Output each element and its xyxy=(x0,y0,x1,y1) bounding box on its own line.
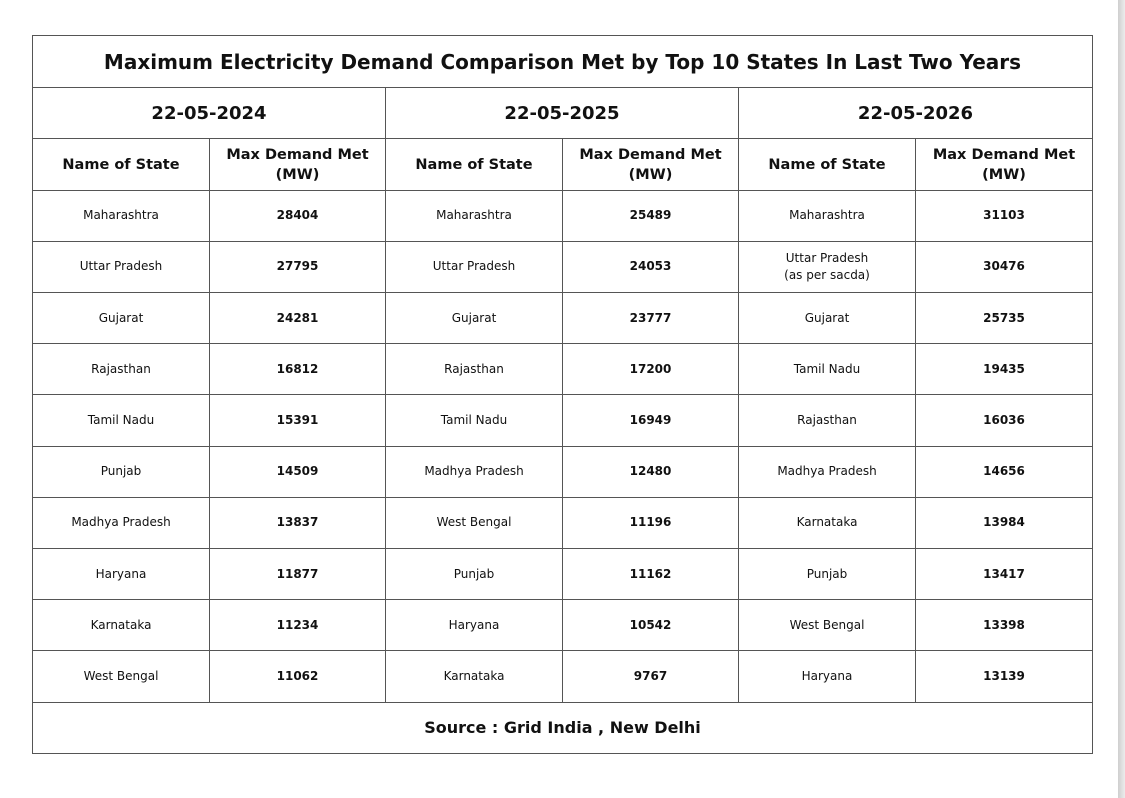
demand-value-cell: 24281 xyxy=(210,293,386,344)
period-date-1: 22-05-2024 xyxy=(33,88,386,139)
demand-value-cell: 13398 xyxy=(916,600,1093,651)
state-name-cell: West Bengal xyxy=(33,651,210,702)
state-name-cell: Rajasthan xyxy=(386,344,563,395)
demand-comparison-table xyxy=(32,35,1093,754)
demand-value-cell: 13837 xyxy=(210,497,386,548)
state-name-cell: Tamil Nadu xyxy=(386,395,563,446)
state-note: (as per sacda) xyxy=(784,267,870,282)
state-name-cell: Haryana xyxy=(33,549,210,600)
state-column-header: Name of State xyxy=(739,139,916,190)
demand-value-cell: 11877 xyxy=(210,549,386,600)
state-name-cell: Tamil Nadu xyxy=(739,344,916,395)
demand-value-cell: 13139 xyxy=(916,651,1093,702)
state-name-cell: Madhya Pradesh xyxy=(33,497,210,548)
demand-value-cell: 11196 xyxy=(563,497,739,548)
source-note: Source : Grid India , New Delhi xyxy=(33,702,1093,753)
demand-column-header: Max Demand Met (MW) xyxy=(563,139,739,190)
demand-value-cell: 31103 xyxy=(916,190,1093,241)
title-row xyxy=(33,36,1093,88)
demand-value-cell: 16036 xyxy=(916,395,1093,446)
state-name-cell: Maharashtra xyxy=(739,190,916,241)
state-name-cell: Maharashtra xyxy=(386,190,563,241)
table-row xyxy=(33,497,1093,548)
table-title: Maximum Electricity Demand Comparison Met by Top 10 States In Last Two Years xyxy=(33,36,1093,88)
table-row xyxy=(33,293,1093,344)
demand-value-cell: 25489 xyxy=(563,190,739,241)
table-row xyxy=(33,395,1093,446)
date-row xyxy=(33,88,1093,139)
column-header-row xyxy=(33,139,1093,190)
state-name-cell: West Bengal xyxy=(386,497,563,548)
table-row xyxy=(33,600,1093,651)
state-column-header: Name of State xyxy=(33,139,210,190)
state-name-cell: Gujarat xyxy=(386,293,563,344)
demand-value-cell: 13984 xyxy=(916,497,1093,548)
demand-value-cell: 19435 xyxy=(916,344,1093,395)
demand-value-cell: 16949 xyxy=(563,395,739,446)
state-name-cell: Rajasthan xyxy=(33,344,210,395)
state-name-cell: Tamil Nadu xyxy=(33,395,210,446)
demand-column-header: Max Demand Met (MW) xyxy=(916,139,1093,190)
demand-value-cell: 15391 xyxy=(210,395,386,446)
state-name-cell: Madhya Pradesh xyxy=(386,446,563,497)
state-name-cell: Haryana xyxy=(386,600,563,651)
demand-value-cell: 11062 xyxy=(210,651,386,702)
state-name-cell: Uttar Pradesh xyxy=(386,241,563,292)
demand-value-cell: 10542 xyxy=(563,600,739,651)
state-name-cell: Karnataka xyxy=(33,600,210,651)
state-name-cell: Punjab xyxy=(33,446,210,497)
demand-value-cell: 12480 xyxy=(563,446,739,497)
state-name-cell: Madhya Pradesh xyxy=(739,446,916,497)
demand-value-cell: 24053 xyxy=(563,241,739,292)
state-name-cell: Haryana xyxy=(739,651,916,702)
demand-value-cell: 25735 xyxy=(916,293,1093,344)
demand-value-cell: 23777 xyxy=(563,293,739,344)
table-row xyxy=(33,549,1093,600)
state-name-cell: Gujarat xyxy=(739,293,916,344)
state-name-cell: Punjab xyxy=(739,549,916,600)
table-row xyxy=(33,241,1093,292)
state-name-cell: Rajasthan xyxy=(739,395,916,446)
demand-value-cell: 11162 xyxy=(563,549,739,600)
period-date-3: 22-05-2026 xyxy=(739,88,1093,139)
table-row xyxy=(33,190,1093,241)
demand-value-cell: 27795 xyxy=(210,241,386,292)
demand-value-cell: 28404 xyxy=(210,190,386,241)
state-name-cell: Karnataka xyxy=(386,651,563,702)
state-name-cell: Uttar Pradesh xyxy=(33,241,210,292)
demand-value-cell: 14509 xyxy=(210,446,386,497)
demand-value-cell: 9767 xyxy=(563,651,739,702)
page-edge-shadow xyxy=(1118,0,1125,798)
state-name-cell: Karnataka xyxy=(739,497,916,548)
period-date-2: 22-05-2025 xyxy=(386,88,739,139)
source-row xyxy=(33,702,1093,753)
state-name-cell: Gujarat xyxy=(33,293,210,344)
table-row xyxy=(33,344,1093,395)
state-name-cell: Uttar Pradesh (as per sacda) xyxy=(739,241,916,292)
state-name-cell: Punjab xyxy=(386,549,563,600)
demand-column-header: Max Demand Met (MW) xyxy=(210,139,386,190)
demand-value-cell: 17200 xyxy=(563,344,739,395)
state-column-header: Name of State xyxy=(386,139,563,190)
demand-value-cell: 16812 xyxy=(210,344,386,395)
state-name-cell: West Bengal xyxy=(739,600,916,651)
table-row xyxy=(33,651,1093,702)
table-row xyxy=(33,446,1093,497)
demand-value-cell: 11234 xyxy=(210,600,386,651)
demand-value-cell: 30476 xyxy=(916,241,1093,292)
demand-value-cell: 13417 xyxy=(916,549,1093,600)
demand-value-cell: 14656 xyxy=(916,446,1093,497)
state-name-cell: Maharashtra xyxy=(33,190,210,241)
